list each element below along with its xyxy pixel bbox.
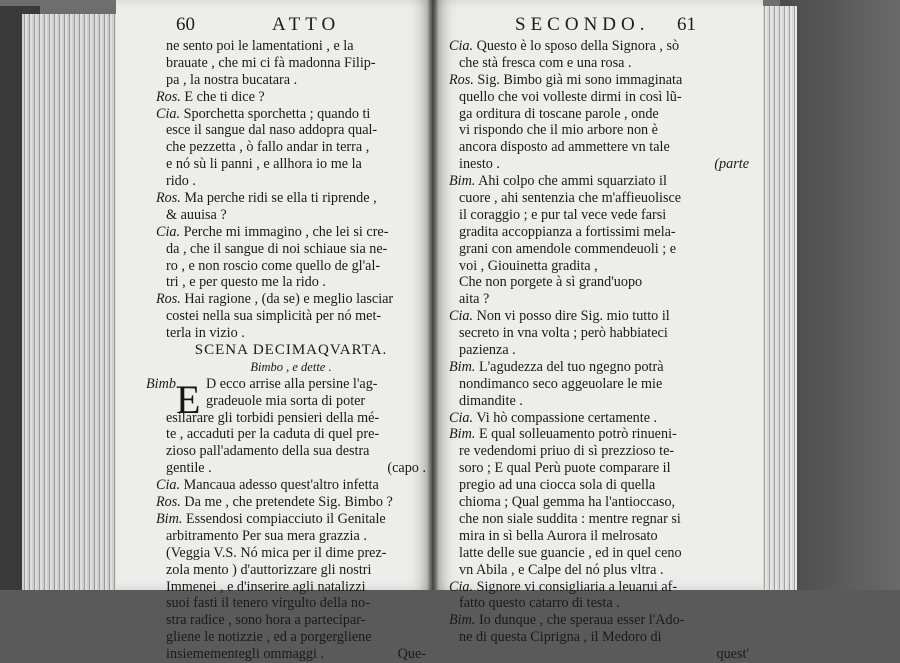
speaker-label: Cia. <box>449 409 474 426</box>
text-line <box>449 562 749 579</box>
line-text: mira in sì bella Aurora il melrosato <box>459 527 658 544</box>
text-line <box>449 477 749 494</box>
line-text: aita ? <box>459 291 490 308</box>
left-page-text <box>146 38 426 663</box>
speaker-label: Cia. <box>449 38 474 54</box>
speaker-label: Cia. <box>449 308 474 325</box>
page-number: 60 <box>176 14 195 35</box>
line-text: L'agudezza del tuo ngegno potrà <box>478 358 664 375</box>
line-text: Ahi colpo che ammi squarziato il <box>478 173 667 190</box>
text-line <box>156 528 426 545</box>
text-line <box>449 89 749 106</box>
stage-direction: (capo . <box>387 460 426 477</box>
page-number: 61 <box>677 14 696 35</box>
text-line <box>449 545 749 562</box>
text-line <box>449 443 749 460</box>
line-text: zioso pall'adamento della sua destra <box>166 443 370 460</box>
text-line <box>156 207 426 224</box>
text-line <box>156 72 426 89</box>
page-edges-left <box>22 14 122 590</box>
text-line <box>156 426 426 443</box>
text-line <box>449 122 749 139</box>
text-line <box>156 308 426 325</box>
line-text: fatto questo catarro di testa . <box>459 595 620 612</box>
catchword: Que- <box>397 646 426 663</box>
scene-title: SCENA DECIMAQVARTA. <box>194 342 388 359</box>
text-line <box>449 55 749 72</box>
text-line <box>156 612 426 629</box>
line-text: te , accaduti per la caduta di quel pre- <box>166 426 380 443</box>
text-line <box>449 224 749 241</box>
line-text: vi rispondo che il mio arbore non è <box>459 122 658 139</box>
text-line <box>156 646 426 663</box>
line-text: ro , e non roscio come quello de gl'al- <box>166 257 381 274</box>
text-line <box>156 579 426 596</box>
book-gutter <box>427 0 439 590</box>
text-line <box>156 562 426 579</box>
right-page-text <box>449 38 749 663</box>
text-line <box>449 579 749 596</box>
text-line <box>449 325 749 342</box>
text-line <box>449 308 749 325</box>
line-text: Questo è lo sposo della Signora , sò <box>476 38 680 54</box>
text-line <box>449 342 749 359</box>
right-page-header <box>433 14 763 38</box>
line-text: re vedendomi priuo di sì prezzioso te- <box>459 443 675 460</box>
line-text: Mancaua adesso quest'altro infetta <box>183 477 379 494</box>
line-text: latte delle sue guancie , ed in quel ceno <box>459 544 682 561</box>
line-text: E qual solleuamento potrò rinueni- <box>478 426 677 443</box>
text-line <box>156 258 426 275</box>
line-text: stra radice , sono hora a partecipar- <box>166 612 366 629</box>
speaker-label: Bim. <box>156 510 183 527</box>
text-line <box>449 106 749 123</box>
text-line <box>156 410 426 427</box>
line-text: Essendosi compiacciuto il Genitale <box>185 510 386 527</box>
speaker-label: Ros. <box>156 88 181 105</box>
text-line <box>156 494 426 511</box>
line-text: Immenei , e d'inserire agli natalizzi <box>166 578 366 595</box>
line-text: esce il sangue dal naso addopra qual- <box>166 122 378 139</box>
line-text: brauate , che mi ci fà madonna Filip- <box>166 54 376 71</box>
line-text: Io dunque , che speraua esser l'Ado- <box>478 612 685 629</box>
line-text: E che ti dice ? <box>184 88 265 105</box>
line-text: quello che voi volleste dirmi in così lũ- <box>459 88 682 105</box>
line-text: insiemementegli ommaggi . <box>166 646 325 663</box>
speaker-label: Bim. <box>449 173 476 190</box>
text-line <box>156 241 426 258</box>
text-line <box>449 376 749 393</box>
line-text: gradita accoppianza a fortissimi mela- <box>459 223 676 240</box>
text-line <box>156 190 426 207</box>
text-line <box>156 139 426 156</box>
line-text: cuore , ahi sentenzia che m'affieuolisce <box>459 190 682 207</box>
text-line <box>156 274 426 291</box>
text-line <box>449 190 749 207</box>
line-text: arbitramento Per sua mera grazzia . <box>166 527 367 544</box>
line-text: inesto . <box>459 156 500 173</box>
line-text: pazienza . <box>459 342 516 359</box>
speaker-label: Bimb. <box>146 375 180 392</box>
text-line <box>156 89 426 106</box>
text-line <box>156 393 426 410</box>
speaker-label: Bim. <box>449 612 476 629</box>
text-line <box>449 156 749 173</box>
speaker-label: Ros. <box>449 71 474 88</box>
line-text: Sig. Bimbo già mi sono immaginata <box>477 71 683 88</box>
speaker-label: Ros. <box>156 190 181 207</box>
text-line <box>449 241 749 258</box>
left-page <box>116 0 433 663</box>
text-line <box>449 646 749 663</box>
stage-direction: (parte <box>714 156 749 173</box>
line-text: Vi hò compassione certamente . <box>476 409 658 426</box>
text-line <box>449 393 749 410</box>
line-text: Non vi posso dire Sig. mio tutto il <box>476 308 670 325</box>
line-text: & auuisa ? <box>166 206 227 223</box>
text-line <box>449 629 749 646</box>
line-text: Da me , che pretendete Sig. Bimbo ? <box>184 494 393 511</box>
scene-subtitle: Bimbo , e dette . <box>250 359 332 374</box>
line-text: Hai ragione , (da se) e meglio lasciar <box>184 291 394 308</box>
text-line <box>156 443 426 460</box>
line-text: Sporchetta sporchetta ; quando ti <box>183 105 371 122</box>
line-text: Che non porgete à sì grand'uopo <box>459 274 643 291</box>
text-line <box>449 72 749 89</box>
text-line <box>449 38 749 55</box>
line-text: costei nella sua simplicità per nó met- <box>166 308 382 325</box>
line-text: grani con amendole commendeuoli ; e <box>459 240 677 257</box>
line-text: rido . <box>166 173 196 190</box>
line-text: nondimanco seco aggeuolare le mie <box>459 375 663 392</box>
line-text: gliene le notizzie , ed a porgergliene <box>166 629 372 646</box>
text-line <box>156 325 426 342</box>
line-text: dimandite . <box>459 392 523 409</box>
line-text: D ecco arrise alla persine l'ag- <box>206 375 378 392</box>
line-text: voi , Giouinetta gradita , <box>459 257 598 274</box>
text-line <box>156 545 426 562</box>
speaker-label: Ros. <box>156 494 181 511</box>
line-text: terla in vizio . <box>166 325 245 342</box>
line-text: pa , la nostra bucatara . <box>166 71 298 88</box>
speaker-label: Cia. <box>156 105 181 122</box>
line-text: (Veggia V.S. Nó mica per il dime prez- <box>166 544 387 561</box>
text-line <box>156 629 426 646</box>
line-text: da , che il sangue di noi schiaue sia ne- <box>166 240 388 257</box>
speaker-label: Bim. <box>449 358 476 375</box>
line-text: Perche mi immagino , che lei si cre- <box>183 223 389 240</box>
text-line <box>449 612 749 629</box>
page-edges-right <box>757 6 797 590</box>
text-line <box>449 410 749 427</box>
text-line <box>156 156 426 173</box>
running-head: SECONDO. <box>515 14 650 35</box>
line-text: gentile . <box>166 460 212 477</box>
line-text: secreto in vna volta ; però habbiateci <box>459 325 668 342</box>
line-text: ne di questa Ciprigna , il Medoro di <box>459 629 662 646</box>
text-line <box>156 595 426 612</box>
text-line <box>156 477 426 494</box>
line-text: il coraggio ; e pur tal vece vede farsi <box>459 206 667 223</box>
speaker-label: Cia. <box>156 477 181 494</box>
line-text: suoi fasti il tenero virgulto della no- <box>166 595 370 612</box>
text-line <box>449 511 749 528</box>
running-head: ATTO <box>272 14 341 35</box>
line-text: Signore vi consigliaria a leuarui af- <box>476 578 678 595</box>
line-text: gradeuole mia sorta di poter <box>206 392 366 409</box>
text-line <box>449 258 749 275</box>
line-text: esilarare gli torbidi pensieri della mé- <box>166 409 380 426</box>
line-text: ga orditura di toscane parole , onde <box>459 105 659 122</box>
drop-cap: E <box>176 376 201 422</box>
text-line <box>156 376 426 393</box>
text-line <box>449 359 749 376</box>
text-line <box>449 274 749 291</box>
text-line <box>449 528 749 545</box>
text-line <box>449 139 749 156</box>
drop-cap-block <box>146 375 426 477</box>
text-line <box>449 460 749 477</box>
text-line <box>449 207 749 224</box>
line-text: ne sento poi le lamentationi , e la <box>166 38 354 54</box>
left-page-header <box>116 14 433 38</box>
book-cover-right <box>780 0 900 590</box>
text-line <box>449 595 749 612</box>
catchword: quest' <box>716 646 749 663</box>
text-line <box>156 291 426 308</box>
text-line <box>156 55 426 72</box>
text-line <box>156 511 426 528</box>
text-line <box>156 106 426 123</box>
right-page <box>433 0 763 663</box>
text-line <box>449 173 749 190</box>
text-line <box>156 38 426 55</box>
text-line <box>156 460 426 477</box>
line-text: che non siale suddita : mentre regnar si <box>459 510 681 527</box>
speaker-label: Cia. <box>156 223 181 240</box>
line-text: zola mento ) d'auttorizzare gli nostri <box>166 561 372 578</box>
line-text: soro ; E qual Perù puote comparare il <box>459 460 671 477</box>
line-text: che stà fresca com e una rosa . <box>459 54 632 71</box>
line-text: pregio ad una ciocca sola di quella <box>459 477 656 494</box>
text-line <box>156 173 426 190</box>
speaker-label: Cia. <box>449 578 474 595</box>
text-line <box>156 122 426 139</box>
text-line <box>449 291 749 308</box>
text-line <box>449 426 749 443</box>
line-text: chioma ; Qual gemma ha l'antioccaso, <box>459 494 676 511</box>
line-text: che pezzetta , ò fallo andar in terra , <box>166 139 370 156</box>
line-text: tri , e per questo me la rido . <box>166 274 326 291</box>
line-text: Ma perche ridi se ella ti riprende , <box>184 190 377 207</box>
speaker-label: Ros. <box>156 291 181 308</box>
text-line <box>449 494 749 511</box>
speaker-label: Bim. <box>449 426 476 443</box>
line-text: vn Abila , e Calpe del nó plus vltra . <box>459 561 664 578</box>
text-line <box>156 224 426 241</box>
line-text: e nó sù li panni , e allhora io me la <box>166 156 362 173</box>
line-text: ancora disposto ad ammettere vn tale <box>459 139 670 156</box>
